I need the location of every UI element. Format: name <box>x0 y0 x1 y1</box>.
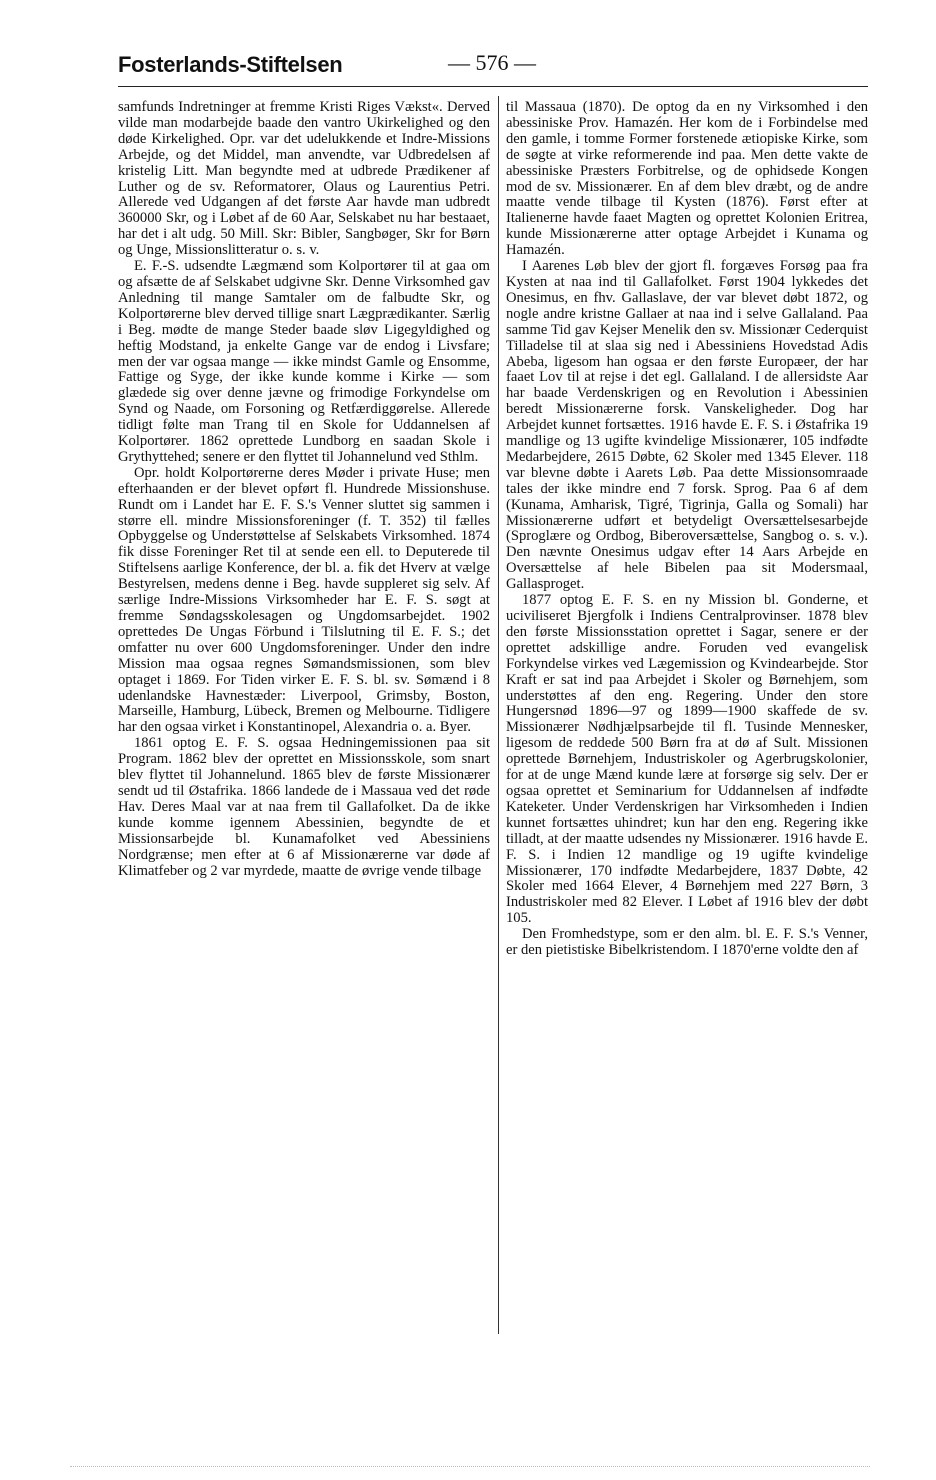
page-header <box>118 48 868 88</box>
column-divider <box>498 96 499 1334</box>
page-number: — 576 — <box>448 50 536 75</box>
right-column <box>506 100 868 959</box>
page-bottom-edge <box>70 1466 870 1467</box>
left-column <box>118 100 490 879</box>
paragraph: E. F.-S. udsendte Lægmænd som Kolportører til at gaa om og afsætte de af Selskabet udgivne Skr. Denne Virksomhed gav Anledning til mange Samtaler om de falbudte Skr, og Kolportørerne blev derved tillige snart Lægprædikanter. Særlig i Beg. mødte de mange Steder baade sløv Ligegyldighed og heftig Modstand, ja enkelte Gange var de endog i Livsfare; men der var ogsaa mange — ikke mindst Gamle og Ensomme, Fattige og Syge, der ikke kunde komme i Kirke — som glædede sig over denne jævne og frimodige Forkyndelse om Synd og Naade, om Forsoning og Retfærdiggørelse. Allerede tidligt følte man Trang til en Skole for Uddannelsen af Kolportører. 1862 oprettede Lundborg en saadan Skole i Grythyttehed; senere er den flyttet til Johannelund ved Sthlm. <box>118 258 490 465</box>
paragraph: I Aarenes Løb blev der gjort fl. forgæves Forsøg paa fra Kysten at naa ind til Gallafolket. Først 1904 lykkedes det Onesimus, en fhv. Gallaslave, der var blevet døbt 1872, og nogle andre kristne Gallaer at naa ind i selve Gallaland. Paa samme Tid gav Kejser Menelik den sv. Missionær Cederquist Tilladelse til at slaa sig ned i Abessiniens Hovedstad Adis Abeba, ligesom han ogsaa er den første Europæer, der har faaet Lov til at rejse i det egl. Gallaland. I de allersidste Aar har baade Verdenskrigen og en Revolution i Abessinien beredt Missionærerne forsk. Vanskeligheder. Dog har Arbejdet kunnet fortsættes. 1916 havde E. F. S. i Østafrika 19 mandlige og 13 ugifte kvindelige Missionærer, 105 indfødte Medarbejdere, 2615 Døbte, 62 Skoler med 1345 Elever. 118 var blevne døbte i Aarets Løb. Paa dette Missionsomraade tales der ikke mindre end 7 forsk. Sprog. Paa 6 af dem (Kunama, Amharisk, Tigré, Tigrinja, Galla og Somali) har Missionærerne udført et betydeligt Oversættelsesarbejde (Sproglære og Ordbog, Biberoversættelse, Sangbog o. s. v.). Den nævnte Onesimus udgav efter 14 Aars Arbejde en Oversættelse af hele Bibelen paa sit Modersmaal, Gallasproget. <box>506 258 868 593</box>
paragraph: samfunds Indretninger at fremme Kristi Riges Vækst«. Derved vilde man modarbejde baade den vantro Ukirkelighed og den døde Kirkelighed. Opr. var det udelukkende et Indre-Missions Arbejde, og det Middel, man anvendte, var Udbredelsen af kristelig Litt. Man begyndte med at udbrede Prædikener af Luther og de sv. Reformatorer, Olaus og Laurentius Petri. Allerede ved Udgangen af det første Aar havde man udbredt 360000 Skr, og i Løbet af de 60 Aar, Selskabet nu har bestaaet, har det i alt udg. 50 Mill. Skr: Bibler, Sangbøger, Skr for Børn og Unge, Missionslitteratur o. s. v. <box>118 99 490 259</box>
paragraph: Den Fromhedstype, som er den alm. bl. E. F. S.'s Venner, er den pietistiske Bibelkristendom. I 1870'erne voldte den af <box>506 926 868 959</box>
paragraph: Opr. holdt Kolportørerne deres Møder i private Huse; men efterhaanden er der blevet opført fl. Hundrede Missionshuse. Rundt om i Landet har E. F. S.'s Venner sluttet sig sammen i større ell. mindre Missionsforeninger (f. T. 352) til fælles Opbyggelse og Understøttelse af Selskabets Virksomhed. 1874 fik disse Foreninger Ret til at sende een ell. to Deputerede til Stiftelsens aarlige Konference, der bl. a. fik det Hverv at vælge Bestyrelsen, medens denne i Beg. havde suppleret sig selv. Af særlige Indre-Missions Virksomheder har E. F. S. søgt at fremme Søndagsskolesagen og Ungdomsarbejdet. 1902 oprettedes De Ungas Förbund i Tilslutning til E. F. S.; det omfatter nu over 600 Ungdomsforeninger. Under den indre Mission maa ogsaa regnes Sømandsmissionen, som blev optaget i 1869. For Tiden virker E. F. S. bl. sv. Sømænd i 8 udenlandske Havnestæder: Liverpool, Grimsby, Boston, Marseille, Hamburg, Lübeck, Bremen og Melbourne. Tidligere har den ogsaa virket i Konstantinopel, Alexandria o. a. Byer. <box>118 464 490 736</box>
paragraph: til Massaua (1870). De optog da en ny Virksomhed i den abessiniske Prov. Hamazén. Her kom de i Forbindelse med den gamle, i tomme Former forstenede ætiopiske Kirke, som de søgte at virke reformerende ind paa. Men dette vakte de abessiniske Præsters Forbitrelse, og de ophidsede Kongen mod de sv. Missionærer. En af dem blev dræbt, og de andre maatte vende tilbage til Kysten (1876). Først efter at Italienerne havde faaet Magten og oprettet Kolonien Eritrea, kunde Missionærerne atter optage Arbejdet i Kunama og Hamazén. <box>506 99 868 259</box>
paragraph: 1861 optog E. F. S. ogsaa Hedningemissionen paa sit Program. 1862 blev der oprettet en Missionsskole, som snart blev flyttet til Johannelund. 1865 blev de første Missionærer sendt ud til Østafrika. 1866 landede de i Massaua ved det røde Hav. Deres Maal var at naa frem til Gallafolket. Da de ikke kunde komme igennem Abessinien, begyndte de et Missionsarbejde bl. Kunamafolket ved Abessiniens Nordgrænse; men efter at 6 af Missionærerne var døde af Klimatfeber og 2 var myrdede, maatte de øvrige vende tilbage <box>118 735 490 879</box>
running-title: Fosterlands-Stiftelsen <box>118 52 343 77</box>
header-rule <box>118 86 868 87</box>
paragraph: 1877 optog E. F. S. en ny Mission bl. Gonderne, et uciviliseret Bjergfolk i Indiens Centralprovinser. 1878 blev den første Missionsstation oprettet i Sagar, senere er der oprettet adskillige andre. Foruden ved evangelisk Forkyndelse virkes ved Lægemission og Kvindearbejde. Stor Kraft er sat ind paa Arbejdet i Skoler og Børnehjem, som understøttes af den eng. Regering. Under den store Hungersnød 1896—97 og 1899—1900 skaffede de sv. Missionærer Nødhjælpsarbejde til fl. Tusinde Mennesker, ligesom de reddede 500 Børn fra at dø af Sult. Missionen oprettede Børnehjem, Industriskoler og Agerbrugskolonier, for at de unge Mænd kunde lære at forsørge sig selv. Der er ogsaa oprettet et Seminarium for Uddannelsen af indfødte Kateketer. Under Verdenskrigen har Virksomheden i Indien kunnet fortsættes uhindret; kun har den eng. Regering ikke tilladt, at der maatte udsendes ny Missionærer. 1916 havde E. F. S. i Indien 12 mandlige og 19 ugifte kvindelige Missionærer, 170 indfødte Medarbejdere, 1837 Døbte, 42 Skoler med 1664 Elever, 4 Børnehjem med 227 Børn, 3 Industriskoler med 82 Elever. I Løbet af 1916 blev der døbt 105. <box>506 592 868 927</box>
